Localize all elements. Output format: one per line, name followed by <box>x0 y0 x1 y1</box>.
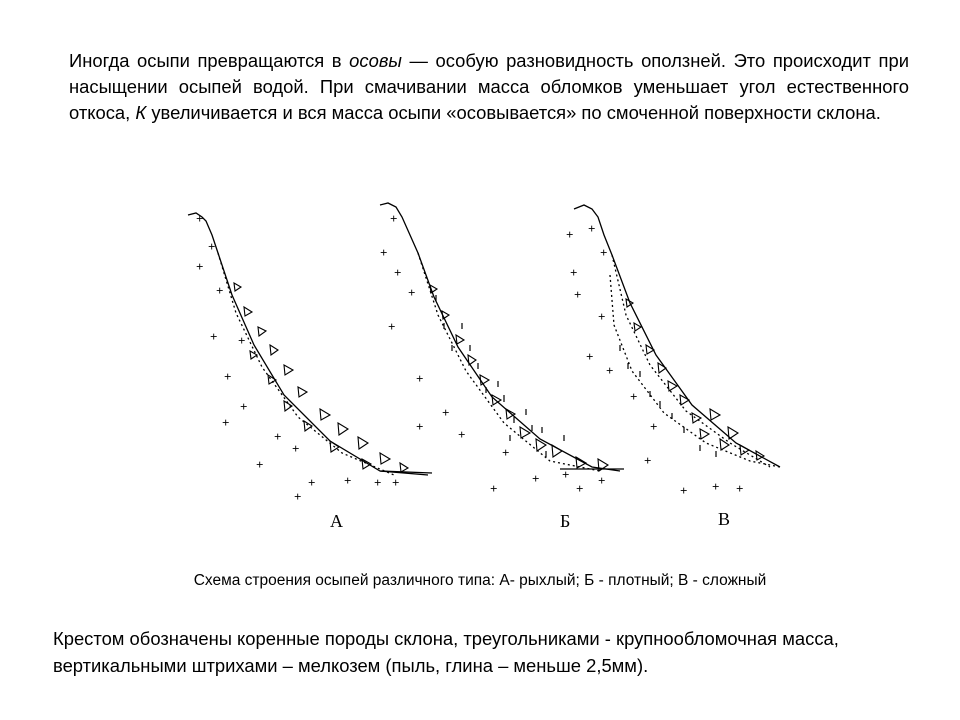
legend-note: Крестом обозначены коренные породы склона, треугольниками - крупнообломочная масса, вертикальными штрихами – мелкозем (пыль, глина – меньше 2,5мм). <box>53 628 839 676</box>
slope-line <box>188 213 428 475</box>
svg-text:+: + <box>576 481 584 496</box>
svg-text:+: + <box>394 265 402 280</box>
svg-text:+: + <box>650 419 658 434</box>
svg-text:+: + <box>210 329 218 344</box>
intro-text-1: Иногда осыпи превращаются в <box>69 50 350 71</box>
svg-text:+: + <box>736 481 744 496</box>
intro-text-2: — особую разновидность оползней. Это происходит при насыщении осыпей водой. При смачивании масса обломков уменьшает угол естественного откоса, <box>69 50 909 123</box>
svg-text:+: + <box>238 333 246 348</box>
svg-text:+: + <box>388 319 396 334</box>
svg-text:+: + <box>606 363 614 378</box>
svg-text:+: + <box>586 349 594 364</box>
svg-text:+: + <box>390 211 398 226</box>
svg-text:+: + <box>216 283 224 298</box>
k-symbol: К <box>135 102 147 123</box>
scree-inner-line <box>612 255 770 467</box>
svg-text:+: + <box>562 467 570 482</box>
svg-text:+: + <box>680 483 688 498</box>
svg-text:+: + <box>442 405 450 420</box>
svg-text:+: + <box>566 227 574 242</box>
svg-text:+: + <box>224 369 232 384</box>
panel-b-debris <box>430 285 608 471</box>
svg-text:+: + <box>208 239 216 254</box>
svg-text:+: + <box>502 445 510 460</box>
intro-text-3: увеличивается и вся масса осыпи «осовывается» по смоченной поверхности склона. <box>146 102 881 123</box>
scree-base-line <box>218 253 394 475</box>
panel-a <box>188 213 432 475</box>
svg-text:+: + <box>574 287 582 302</box>
figure-caption: Схема строения осыпей различного типа: А- рыхлый; Б - плотный; В - сложный <box>193 572 767 589</box>
svg-text:+: + <box>490 481 498 496</box>
svg-text:+: + <box>196 259 204 274</box>
panel-label-a: А <box>330 511 343 531</box>
svg-text:+: + <box>408 285 416 300</box>
svg-text:+: + <box>222 415 230 430</box>
svg-text:+: + <box>392 475 400 490</box>
svg-text:+: + <box>256 457 264 472</box>
panel-b-bedrock <box>380 211 608 496</box>
svg-text:+: + <box>416 371 424 386</box>
svg-text:+: + <box>344 473 352 488</box>
svg-text:+: + <box>196 211 204 226</box>
svg-text:+: + <box>644 453 652 468</box>
svg-text:+: + <box>308 475 316 490</box>
svg-text:+: + <box>600 245 608 260</box>
panel-label-b: Б <box>560 511 571 531</box>
svg-text:+: + <box>292 441 300 456</box>
panel-a-bedrock <box>196 211 402 504</box>
svg-text:+: + <box>588 221 596 236</box>
svg-text:+: + <box>712 479 720 494</box>
scree-base-line <box>418 253 600 471</box>
term-osovy: осовы <box>349 50 402 71</box>
panel-a-debris <box>234 283 408 472</box>
svg-text:+: + <box>274 429 282 444</box>
scree-base-line <box>610 275 780 467</box>
svg-text:+: + <box>458 427 466 442</box>
svg-text:+: + <box>532 471 540 486</box>
panel-v-bedrock <box>566 221 743 498</box>
svg-text:+: + <box>570 265 578 280</box>
panel-b-fines <box>436 295 564 457</box>
svg-text:+: + <box>240 399 248 414</box>
panel-label-v: В <box>718 509 731 529</box>
svg-text:+: + <box>374 475 382 490</box>
svg-text:+: + <box>294 489 302 504</box>
svg-text:+: + <box>598 309 606 324</box>
scree-diagram <box>180 195 800 535</box>
svg-text:+: + <box>416 419 424 434</box>
svg-text:+: + <box>380 245 388 260</box>
svg-text:+: + <box>630 389 638 404</box>
svg-text:+: + <box>598 473 606 488</box>
intro-paragraph <box>69 48 909 126</box>
